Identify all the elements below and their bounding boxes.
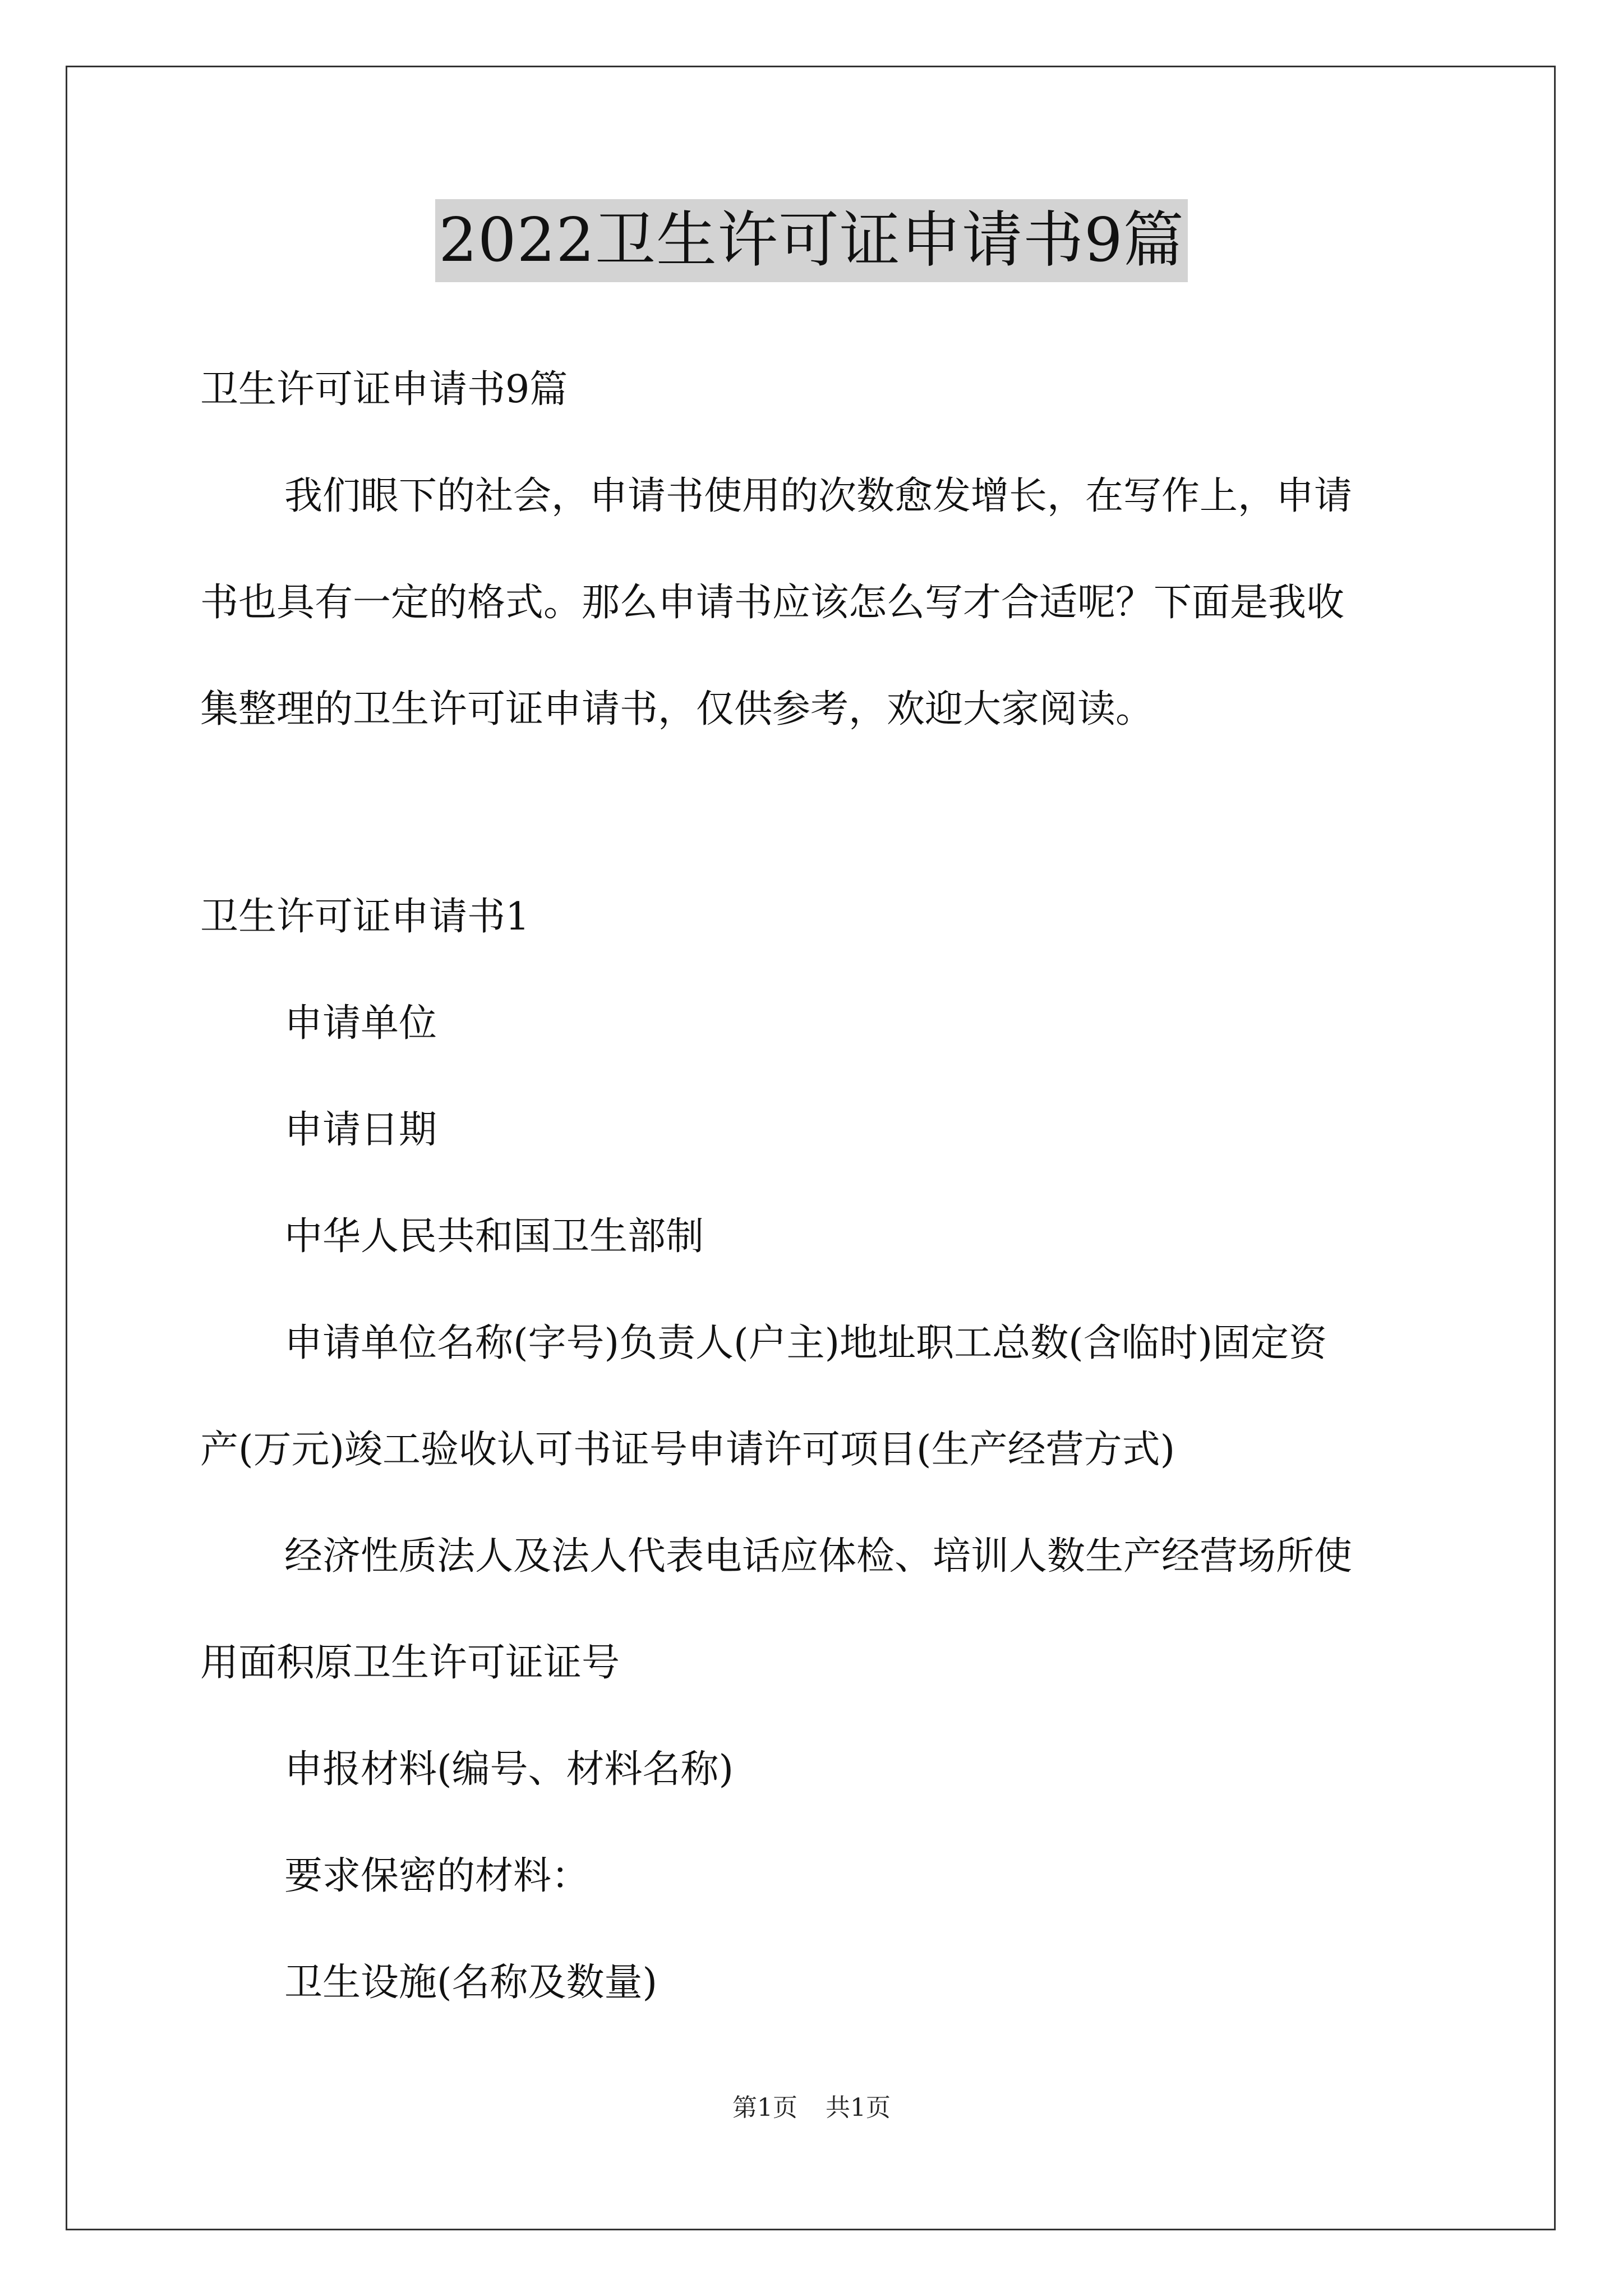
facilities-line: 卫生设施(名称及数量) xyxy=(284,1961,658,2005)
section1-heading: 卫生许可证申请书1 xyxy=(200,895,530,939)
intro-line-1: 我们眼下的社会，申请书使用的次数愈发增长，在写作上，申请 xyxy=(284,474,1353,518)
economy-line-2: 用面积原卫生许可证证号 xyxy=(200,1641,620,1685)
economy-line-1: 经济性质法人及法人代表电话应体检、培训人数生产经营场所使 xyxy=(284,1534,1353,1579)
subtitle: 卫生许可证申请书9篇 xyxy=(200,367,568,412)
confidential-line: 要求保密的材料： xyxy=(284,1854,590,1898)
title-wrapper xyxy=(0,199,1623,282)
materials-line: 申报材料(编号、材料名称) xyxy=(284,1747,734,1792)
field-application-date: 申请日期 xyxy=(284,1108,437,1152)
page-number-total: 共1页 xyxy=(826,2093,891,2122)
fields-line-1: 申请单位名称(字号)负责人(户主)地址职工总数(含临时)固定资 xyxy=(284,1321,1327,1365)
intro-line-2: 书也具有一定的格式。那么申请书应该怎么写才合适呢？下面是我收 xyxy=(200,581,1345,625)
page-footer xyxy=(0,2091,1623,2125)
document-body xyxy=(200,337,1434,2036)
ministry-line: 中华人民共和国卫生部制 xyxy=(284,1214,704,1259)
field-applicant-unit: 申请单位 xyxy=(284,1001,437,1046)
page-number-current: 第1页 xyxy=(732,2093,797,2122)
section-spacer xyxy=(200,763,1434,864)
document-title: 2022卫生许可证申请书9篇 xyxy=(435,199,1188,282)
intro-line-3: 集整理的卫生许可证申请书，仅供参考，欢迎大家阅读。 xyxy=(200,687,1154,731)
fields-line-2: 产(万元)竣工验收认可书证号申请许可项目(生产经营方式) xyxy=(200,1428,1175,1472)
